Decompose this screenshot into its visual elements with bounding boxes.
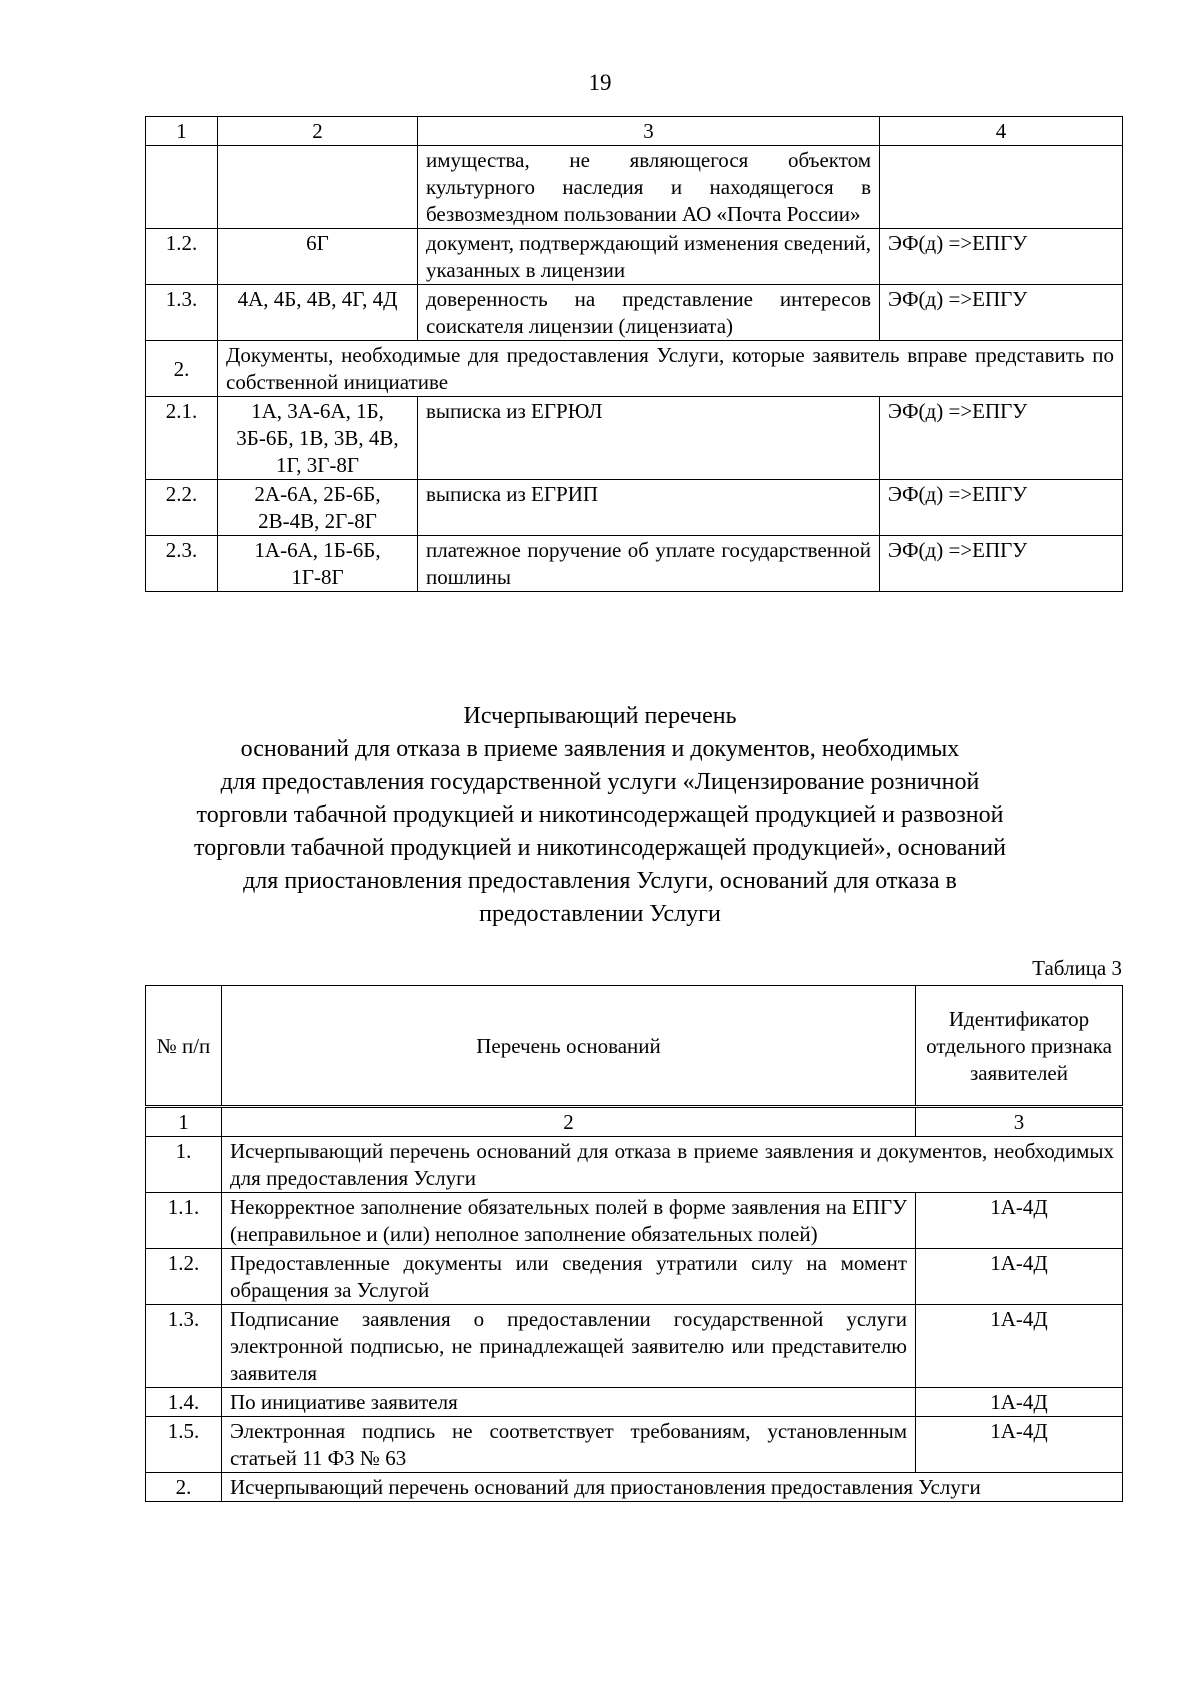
row-number: 1.2. [146,229,218,285]
heading-line: для приостановления предоставления Услуги, оснований для отказа в [243,868,957,894]
table-row [146,1305,1123,1388]
applicant-ids: 2А-6А, 2Б-6Б, 2В-4В, 2Г-8Г [218,480,418,536]
row-number: 2.3. [146,536,218,592]
heading-line: оснований для отказа в приеме заявления и документов, необходимых [240,736,960,762]
submission-form [880,146,1123,229]
row-number: 2. [146,341,218,397]
table-row [146,1249,1123,1305]
table-row [146,1193,1123,1249]
row-number: 1.3. [146,1305,222,1388]
row-number: 1.5. [146,1417,222,1473]
applicant-ids: 1А-6А, 1Б-6Б, 1Г-8Г [218,536,418,592]
table-row [146,1417,1123,1473]
submission-form: ЭФ(д) =>ЕПГУ [880,536,1123,592]
row-number: 1.2. [146,1249,222,1305]
document-name: выписка из ЕГРЮЛ [418,397,880,480]
table-row [146,536,1123,592]
table-row [146,1388,1123,1417]
column-number: 2 [218,117,418,146]
heading-line: для предоставления государственной услуги «Лицензирование розничной [220,769,980,795]
reasons-table [145,985,1123,1502]
page-number: 19 [588,70,612,95]
column-number: 3 [916,1107,1123,1137]
applicant-identifier: 1А-4Д [916,1305,1123,1388]
document-name: доверенность на представление интересов соискателя лицензии (лицензиата) [418,285,880,341]
documents-table [145,116,1123,592]
applicant-identifier: 1А-4Д [916,1388,1123,1417]
column-number: 1 [146,1107,222,1137]
submission-form: ЭФ(д) =>ЕПГУ [880,480,1123,536]
column-header-number: № п/п [146,986,222,1107]
row-number: 2.2. [146,480,218,536]
table-header-row [146,986,1123,1107]
table-section-row [146,341,1123,397]
table-header-row [146,117,1123,146]
row-number: 1. [146,1137,222,1193]
applicant-identifier: 1А-4Д [916,1417,1123,1473]
submission-form: ЭФ(д) =>ЕПГУ [880,229,1123,285]
column-header-identifier: Идентификатор отдельного признака заявителей [916,986,1123,1107]
table-section-row [146,1473,1123,1502]
row-number [146,146,218,229]
section-title: Документы, необходимые для предоставления Услуги, которые заявитель вправе представить по собственной инициативе [218,341,1123,397]
document-name: платежное поручение об уплате государственной пошлины [418,536,880,592]
section-title: Исчерпывающий перечень оснований для отказа в приеме заявления и документов, необходимых для предоставления Услуги [222,1137,1123,1193]
column-number: 4 [880,117,1123,146]
applicant-ids [218,146,418,229]
column-number: 2 [222,1107,916,1137]
heading-line: Исчерпывающий перечень [463,703,737,729]
applicant-ids: 1А, 3А-6А, 1Б, 3Б-6Б, 1В, 3В, 4В, 1Г, 3Г-8Г [218,397,418,480]
section-title: Исчерпывающий перечень оснований для приостановления предоставления Услуги [222,1473,1123,1502]
row-number: 1.3. [146,285,218,341]
applicant-identifier: 1А-4Д [916,1193,1123,1249]
row-number: 1.1. [146,1193,222,1249]
document-name: выписка из ЕГРИП [418,480,880,536]
reason-text: По инициативе заявителя [222,1388,916,1417]
submission-form: ЭФ(д) =>ЕПГУ [880,397,1123,480]
reason-text: Подписание заявления о предоставлении государственной услуги электронной подписью, не принадлежащей заявителю или представителю заявителя [222,1305,916,1388]
table-row [146,285,1123,341]
column-header-reasons: Перечень оснований [222,986,916,1107]
heading-line: предоставлении Услуги [479,901,721,927]
heading-line: торговли табачной продукцией и никотинсодержащей продукцией и развозной [196,802,1004,828]
table-row [146,229,1123,285]
row-number: 2. [146,1473,222,1502]
section-heading [0,700,1200,931]
column-number: 3 [418,117,880,146]
document-name: имущества, не являющегося объектом культурного наследия и находящегося в безвозмездном пользовании АО «Почта России» [418,146,880,229]
row-number: 2.1. [146,397,218,480]
reason-text: Предоставленные документы или сведения утратили силу на момент обращения за Услугой [222,1249,916,1305]
reason-text: Некорректное заполнение обязательных полей в форме заявления на ЕПГУ (неправильное и (или) неполное заполнение обязательных полей) [222,1193,916,1249]
table-section-row [146,1137,1123,1193]
table-caption: Таблица 3 [1032,956,1122,980]
row-number: 1.4. [146,1388,222,1417]
heading-line: торговли табачной продукцией и никотинсодержащей продукцией», оснований [194,835,1006,861]
column-number: 1 [146,117,218,146]
applicant-ids: 6Г [218,229,418,285]
submission-form: ЭФ(д) =>ЕПГУ [880,285,1123,341]
reason-text: Электронная подпись не соответствует требованиям, установленным статьей 11 ФЗ № 63 [222,1417,916,1473]
applicant-ids: 4А, 4Б, 4В, 4Г, 4Д [218,285,418,341]
document-name: документ, подтверждающий изменения сведений, указанных в лицензии [418,229,880,285]
table-row [146,480,1123,536]
table-row [146,397,1123,480]
applicant-identifier: 1А-4Д [916,1249,1123,1305]
table-column-numbers-row [146,1107,1123,1137]
table-row [146,146,1123,229]
